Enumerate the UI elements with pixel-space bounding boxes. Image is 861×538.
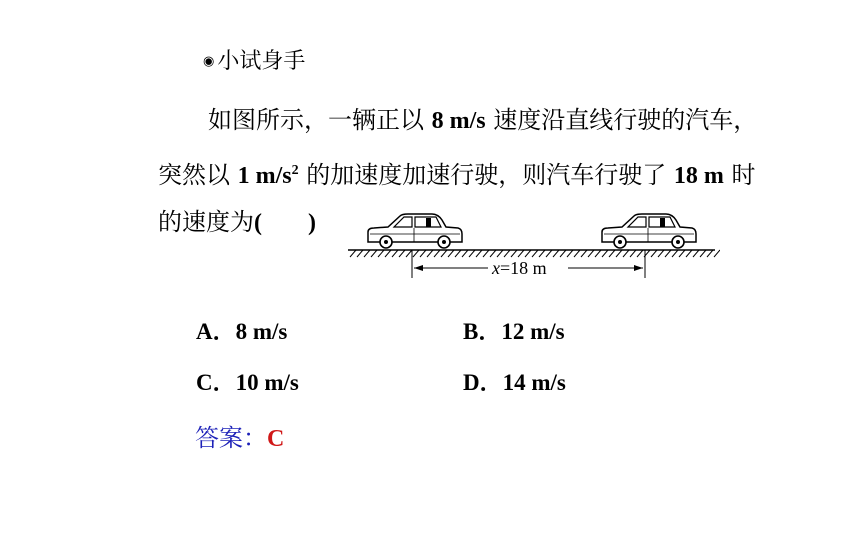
bullet-icon: ◉ <box>203 54 215 69</box>
acceleration: 1 $m/s^2$ <box>237 163 299 189</box>
distance-label: x=18 m <box>492 258 547 278</box>
question-line-2: 突然以 1 $m/s^2$ 的加速度加速行驶，则汽车行驶了 18 m 时 <box>158 161 756 189</box>
distance-marker <box>412 250 645 278</box>
option-c[interactable]: C．10 m/s <box>196 370 299 395</box>
option-b[interactable]: B．12 m/s <box>463 319 565 344</box>
section-title: 小试身手 <box>217 49 306 74</box>
answer <box>195 418 284 453</box>
ground <box>348 250 720 257</box>
car-final-icon <box>602 214 696 248</box>
question-line-1: 如图所示，一辆正以 8 m/s 速度沿直线行驶的汽车， <box>208 106 758 134</box>
distance: 18 m <box>673 163 724 189</box>
motion-diagram <box>340 200 720 280</box>
option-d[interactable]: D．14 m/s <box>463 370 566 395</box>
car-initial-icon <box>368 214 462 248</box>
answer-label: 答案： <box>195 424 267 452</box>
option-a[interactable]: A．8 m/s <box>196 319 288 344</box>
initial-speed: 8 m/s <box>431 108 486 134</box>
question-line-3: 的速度为( ) <box>158 208 316 236</box>
answer-value: C <box>267 426 285 452</box>
section-heading <box>203 44 305 75</box>
